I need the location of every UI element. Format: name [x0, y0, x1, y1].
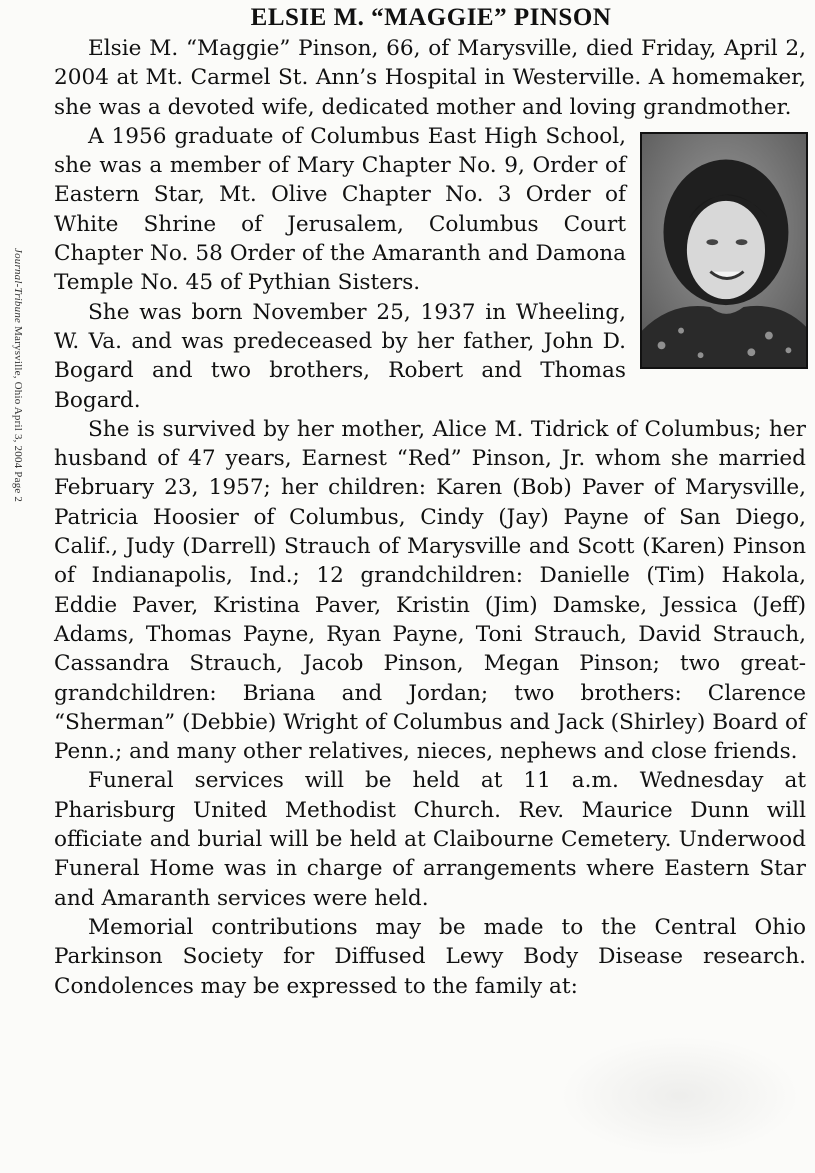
publication-name: Journal-Tribune	[12, 248, 24, 324]
paragraph-memberships: A 1956 graduate of Columbus East High School, she was a member of Mary Chapter No. 9, Order of Eastern Star, Mt. Olive Chapter No. 3 Order of White Shrine of Jerusalem, Columbus Court Chapter No. 58 Order of the Amaranth and Damona Temple No. 45 of Pythian Sisters.	[54, 123, 626, 296]
obituary-body	[54, 34, 806, 1001]
paragraph-intro: Elsie M. “Maggie” Pinson, 66, of Marysville, died Friday, April 2, 2004 at Mt. Carmel St. Ann’s Hospital in Westerville. A homemaker, she was a devoted wife, dedicated mother and loving grandmother.	[54, 36, 806, 120]
source-caption	[8, 248, 24, 618]
bleed-through-smudge	[560, 1036, 800, 1156]
paragraph-survivors: She is survived by her mother, Alice M. Tidrick of Columbus; her husband of 47 years, Earnest “Red” Pinson, Jr. whom she married February 23, 1957; her children: Karen (Bob) Paver of Marysville, Patricia Hoosier of Columbus, Cindy (Jay) Payne of San Diego, Calif., Judy (Darrell) Strauch of Marysville and Scott (Karen) Pinson of Indianapolis, Ind.; 12 grandchildren: Danielle (Tim) Hakola, Eddie Paver, Kristina Paver, Kristin (Jim) Damske, Jessica (Jeff) Adams, Thomas Payne, Ryan Payne, Toni Strauch, David Strauch, Cassandra Strauch, Jacob Pinson, Megan Pinson; two great-grandchildren: Briana and Jordan; two brothers: Clarence “Sherman” (Debbie) Wright of Columbus and Jack (Shirley) Board of Penn.; and many other relatives, nieces, nephews and close friends.	[54, 416, 806, 765]
paragraph-services: Funeral services will be held at 11 a.m. Wednesday at Pharisburg United Methodist Church. Rev. Maurice Dunn will officiate and burial will be held at Claibourne Cemetery. Underwood Funeral Home was in charge of arrangements where Eastern Star and Amaranth services were held.	[54, 768, 806, 911]
publication-details: Marysville, Ohio April 3, 2004 Page 2	[12, 326, 24, 503]
paragraph-memorial: Memorial contributions may be made to the Central Ohio Parkinson Society for Diffused Lewy Body Disease research. Condolences may be expressed to the family at:	[54, 914, 806, 999]
obituary-headline: ELSIE M. “MAGGIE” PINSON	[250, 4, 612, 31]
portrait-photo	[640, 132, 808, 369]
portrait-image	[642, 134, 806, 367]
paragraph-birth: She was born November 25, 1937 in Wheeling, W. Va. and was predeceased by her father, John D. Bogard and two brothers, Robert and Thomas Bogard.	[54, 299, 626, 413]
